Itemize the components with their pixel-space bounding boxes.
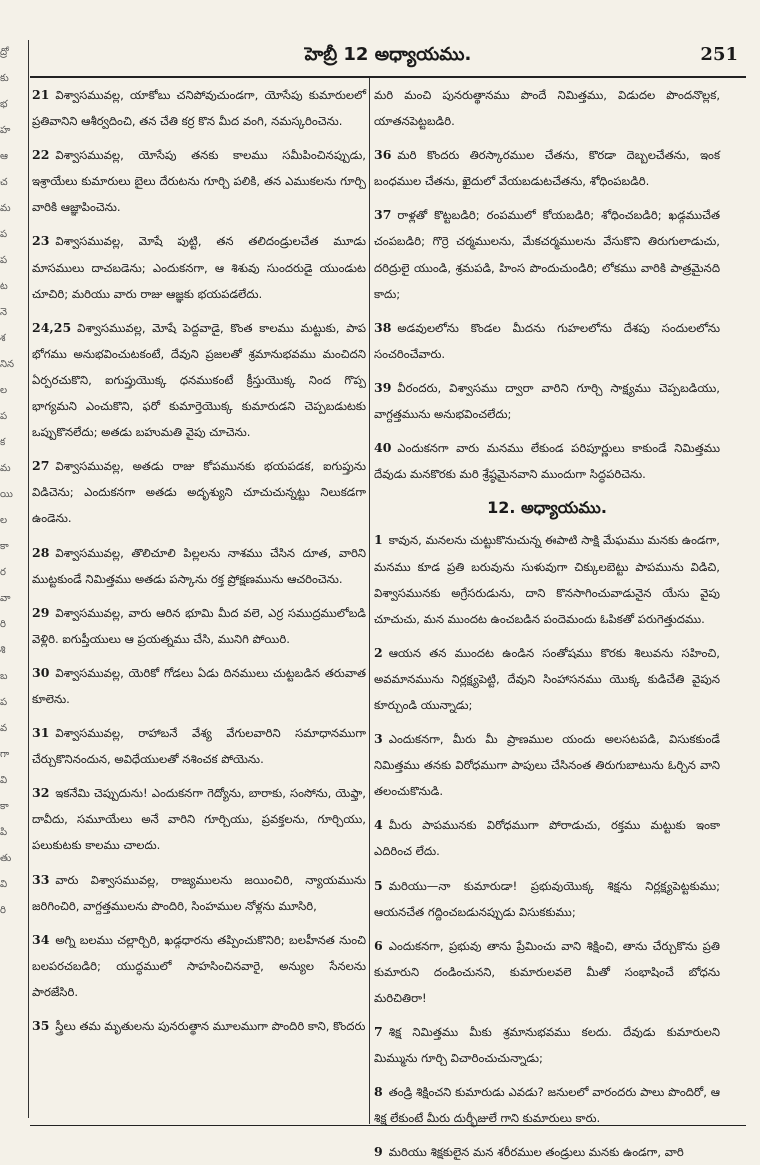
- verse: [32, 780, 366, 858]
- verse-text: స్త్రీలు తమ మృతులను పునరుత్థాన మూలముగా పొందిరి కాని, కొందరు: [55, 1019, 366, 1033]
- verse: [32, 453, 366, 531]
- bleed-fragment: కా: [0, 801, 9, 812]
- verse-text: వీరందరు, విశ్వాసము ద్వారా వారిని గూర్చి సాక్ష్యము చెప్పబడియు, వాగ్దత్తమును అనుభవించలేదు;: [374, 380, 720, 422]
- verse-text: విశ్వాసమువల్ల, వారు ఆరిన భూమి మీద వలె, ఎర్ర సముద్రములోబడి వెళ్లిరి. ఐగుప్తీయులు ఆ ప్రయత్నము చేసి, మునిగి పోయిరి.: [32, 605, 366, 646]
- verse-number: 22: [32, 147, 50, 163]
- bleed-fragment: ట: [0, 281, 8, 292]
- verse-text: మరియు—నా కుమారుడా! ప్రభువుయొక్క శిక్షను నిర్లక్ష్యపెట్టకుము; ఆయనచేత గద్దించబడునప్పుడు విసుకకుము;: [374, 878, 720, 919]
- bleed-fragment: ప: [0, 229, 8, 240]
- bleed-fragment: బ: [0, 671, 8, 682]
- verse-text: తండ్రి శిక్షించని కుమారుడు ఎవడు? జనులలో వారందరు పాలు పొందిరో, ఆ శిక్ష లేకుంటే మీరు దుర్భీజులే గాని కుమారులు కారు.: [374, 1085, 720, 1126]
- verse-text: ఎందుకనగా, మీరు మీ ప్రాణముల యందు అలసటపడి, విసుకకుండే నిమిత్తము తనకు విరోధముగా పాపులు చేసినంత తిరుగుబాటును ఓర్చిన వాని తలంచుకొనుడి.: [374, 732, 720, 799]
- verse-text: విశ్వాసమువల్ల, యోసేపు తనకు కాలము సమీపించినప్పుడు, ఇశ్రాయేలు కుమారులు బైలు దేరుటను గూర్చి పలికి, తన ఎముకలను గూర్చి వారికి ఆజ్ఞాపించెను.: [32, 148, 366, 215]
- bleed-fragment: గా: [0, 749, 10, 760]
- verse-number: 9: [374, 1144, 383, 1160]
- bleed-fragment: మ: [0, 463, 11, 474]
- verse-number: 7: [374, 1024, 383, 1039]
- bleed-fragment: శ: [0, 333, 6, 344]
- verse-text: మరి మంచి పునరుత్థానము పొందే నిమిత్తము, విడుదల పొందనొల్లక, యాతనపెట్టబడిరి.: [374, 88, 720, 129]
- verse: [32, 540, 366, 592]
- bleed-fragment: ద్రో: [0, 47, 9, 58]
- bleed-fragment: మ: [0, 203, 11, 214]
- page-number: 251: [700, 44, 738, 65]
- verse-text: వారు విశ్వాసమువల్ల, రాజ్యములను జయించిరి, న్యాయమును జరిగించిరి, వాగ్దత్తములను పొందిరి, సింహముల నోళ్లను మూసిరి,: [32, 872, 366, 913]
- verse: [374, 1019, 720, 1071]
- verse-number: 1: [374, 532, 383, 548]
- bleed-fragment: హ: [0, 125, 11, 136]
- verse-number: 27: [32, 458, 50, 474]
- verse: [374, 726, 720, 804]
- header-rule: [30, 76, 746, 78]
- verse: [32, 720, 366, 772]
- verse: [374, 812, 720, 864]
- verse-text: ఇకనేమి చెప్పుదును! ఎందుకనగా గెద్యోను, బారాకు, సంసోను, యెఫ్తా, దావీదు, సమూయేలు అనే వారిని గూర్చియు, ప్రవక్తలను, గూర్చియు, పలుకుటకు కాలము చాలదు.: [32, 786, 366, 853]
- bleed-fragment: రి: [0, 619, 6, 630]
- verse-text: విశ్వాసమువల్ల, తొలిచూలి పిల్లలను నాశము చేసిన దూత, వారిని ముట్టకుండే నిమిత్తము అతడు పస్కాను రక్త ప్రోక్షణమును ఆచరించెను.: [32, 545, 366, 586]
- verse-text: మరియు శిక్షకులైన మన శరీరముల తండ్రులు మనకు ఉండగా, వారి: [388, 1145, 684, 1160]
- verse-number: 31: [32, 725, 50, 741]
- verse: [32, 315, 366, 445]
- verse: [32, 867, 366, 919]
- bleed-fragment: చ: [0, 177, 8, 188]
- verse-text: విశ్వాసమువల్ల, మోషే పుట్టి, తన తలిదండ్రులచేత మూడు మాసములు దాచబడెను; ఎందుకనగా, ఆ శిశువు సుందరుడై యుండుట చూచిరి; మరియు వారు రాజు ఆజ్ఞకు భయపడలేదు.: [32, 234, 366, 301]
- verse: [374, 640, 720, 718]
- verse-text: ఎందుకనగా, ప్రభువు తాను ప్రేమించు వాని శిక్షించి, తాను చేర్చుకొను ప్రతి కుమారుని దండించునని, కుమారులవలె మీతో సంభాషించే బోధను మరిచితిరా!: [374, 938, 720, 1005]
- verse: [32, 1013, 366, 1039]
- verse: [374, 375, 720, 427]
- footer-rule: [30, 1125, 746, 1126]
- verse: [32, 228, 366, 306]
- verse-text: మరి కొందరు తిరస్కారముల చేతను, కొరడా దెబ్బలచేతను, ఇంక బంధముల చేతను, ఖైదులో వేయబడుటచేతను, శోధింపబడిరి.: [374, 148, 720, 189]
- bleed-fragment: ఆ: [0, 151, 8, 162]
- verse: [374, 435, 720, 487]
- verse: [374, 82, 720, 134]
- bleed-fragment: ప: [0, 697, 8, 708]
- bleed-fragment: ప: [0, 411, 8, 422]
- bleed-fragment: భ: [0, 99, 8, 110]
- verse-number: 35: [32, 1018, 50, 1033]
- verse-number: 30: [32, 664, 50, 680]
- verse-number: 40: [374, 440, 392, 456]
- verse: [32, 660, 366, 712]
- verse: [374, 873, 720, 925]
- verse-number: 33: [32, 871, 50, 887]
- verse-number: 21: [32, 87, 50, 102]
- verse-text: కావున, మనలను చుట్టుకొనుచున్న ఈపాటి సాక్షి మేఘము మనకు ఉండగా, మనము కూడ ప్రతి బరువును సుళువుగా చిక్కులబెట్టు పాపమును విడిచి, విశ్వాసమునకు అగ్రేసరుడును, దాని కొనసాగించువాడునైన యేసు వైపు చూచుచు, మన ముందట ఉంచబడిన పందెమందు ఓపికతో పరుగెత్తుదము.: [374, 533, 720, 626]
- verse-number: 34: [32, 931, 50, 947]
- verse-number: 29: [32, 604, 50, 620]
- verse: [374, 1139, 720, 1165]
- bleed-fragment: నిన: [0, 359, 15, 370]
- bleed-fragment: వి: [0, 775, 8, 786]
- verse-number: 3: [374, 731, 383, 747]
- bleed-fragment: క: [0, 437, 6, 448]
- verse: [32, 142, 366, 220]
- bleed-fragment: వ: [0, 723, 8, 734]
- verse: [374, 1079, 720, 1131]
- verse-text: ఆయన తన ముందట ఉండిన సంతోషము కొరకు శిలువను సహించి, అవమానమును నిర్లక్ష్యపెట్టి, దేవుని సింహాసనము యొక్క కుడిచేతి వైపున కూర్చుండి యున్నాడు;: [374, 645, 720, 712]
- verse: [374, 202, 720, 306]
- bleed-fragment: పి: [0, 827, 8, 838]
- page-header: [30, 38, 746, 72]
- verse: [374, 527, 720, 631]
- verse-text: విశ్వాసమువల్ల, మోషే పెద్దవాడై, కొంత కాలము మట్టుకు, పాప భోగము అనుభవించుటకంటే, దేవుని ప్రజలతో శ్రమానుభవము మంచిదని ఏర్పరచుకొని, ఐగుప్తుయొక్క ధనముకంటే క్రీస్తుయొక్క నింద గొప్ప భాగ్యమని ఎంచుకొని, ఫరో కుమార్తెయొక్క కుమారుడని చెప్పబడుటకు ఒప్పుకొనలేదు; అతడు బహుమతి వైపు చూచెను.: [32, 320, 366, 440]
- verse-number: 39: [374, 379, 392, 395]
- verse-number: 2: [374, 644, 383, 660]
- verse-number: 6: [374, 937, 383, 953]
- verse-text: విశ్వాసమువల్ల, యాకోబు చనిపోవుచుండగా, యోసేపు కుమారులలో ప్రతివానిని ఆశీర్వదించి, తన చేతి కర్ర కొన మీద వంగి, నమస్కరించెను.: [32, 88, 366, 129]
- bleed-fragment: తు: [0, 853, 12, 864]
- verse-number: 38: [374, 319, 392, 335]
- bleed-fragment: రి: [0, 905, 6, 916]
- left-column: [32, 82, 366, 1122]
- bleed-fragment: శి: [0, 645, 6, 656]
- verse-text: రాళ్లతో కొట్టబడిరి; రంపములో కోయబడిరి; శోధించబడిరి; ఖడ్గముచేత చంపబడిరి; గొర్రె చర్మములను, మేకచర్మములను వేసుకొని తిరుగులాడుచు, దరిద్రులై యుండి, శ్రమపడి, హింస పొందుచుండిరి; లోకము వారికి పాత్రమైనది కాదు;: [374, 208, 720, 301]
- verse-number: 28: [32, 544, 50, 560]
- verse-number: 23: [32, 233, 50, 249]
- column-divider: [369, 78, 370, 1124]
- verse-text: అగ్ని బలము చల్లార్చిరి, ఖడ్గధారను తప్పించుకొనిరి; బలహీనత నుంచి బలపరచబడిరి; యుద్ధములో సాహసించినవారై, అన్యుల సేనలను పారజేసిరి.: [32, 932, 366, 999]
- bleed-fragment: ర: [0, 567, 6, 578]
- verse-number: 4: [374, 817, 383, 833]
- verse-text: అడవులలోను కొండల మీదను గుహలలోను దేశపు సందులలోను సంచరించేవారు.: [374, 320, 720, 361]
- verse: [32, 82, 366, 134]
- bleed-fragment: వి: [0, 879, 8, 890]
- verse-number: 37: [374, 207, 392, 223]
- bleed-fragment: యి: [0, 489, 13, 500]
- verse-number: 24,25: [32, 319, 72, 335]
- verse: [374, 142, 720, 194]
- bleed-fragment: ప: [0, 255, 8, 266]
- verse-text: విశ్వాసమువల్ల, యెరికో గోడలు ఏడు దినములు చుట్టబడిన తరువాత కూలెను.: [32, 665, 366, 706]
- gutter-line: [28, 40, 29, 1118]
- verse-text: ఎందుకనగా వారు మనము లేకుండ పరిపూర్ణులు కాకుండే నిమిత్తము దేవుడు మనకొరకు మరి శ్రేష్ఠమైనవాని ముందుగా సిద్ధపరిచెను.: [374, 441, 720, 482]
- verse-text: శిక్ష నిమిత్తము మీకు శ్రమానుభవము కలదు. దేవుడు కుమారులని మిమ్మును గూర్చి విచారించుచున్నాడు;: [374, 1025, 720, 1066]
- right-column: [374, 82, 720, 1160]
- verse: [32, 600, 366, 652]
- verse: [374, 315, 720, 367]
- bleed-fragment: కు: [0, 73, 9, 84]
- verse: [374, 933, 720, 1011]
- bleed-fragment: ల: [0, 385, 8, 396]
- running-title: హెబ్రీ 12 అధ్యాయము.: [304, 44, 472, 65]
- verse-number: 5: [374, 877, 383, 893]
- bleed-fragment: కా: [0, 541, 9, 552]
- verse-text: విశ్వాసమువల్ల, రాహాబనే వేశ్య వేగులవారిని సమాధానముగా చేర్చుకొనినందున, అవిధేయులతో నశించక పోయెను.: [32, 726, 366, 767]
- verse-text: విశ్వాసమువల్ల, అతడు రాజు కోపమునకు భయపడక, ఐగుప్తును విడిచెను; ఎందుకనగా అతడు అదృశ్యుని చూచుచున్నట్టు నిలుకడగా ఉండెను.: [32, 459, 366, 526]
- verse-number: 36: [374, 147, 392, 163]
- bleed-fragment: ల: [0, 515, 8, 526]
- bleed-fragment: వా: [0, 593, 11, 604]
- verse-number: 32: [32, 785, 50, 801]
- verse-text: మీరు పాపమునకు విరోధముగా పోరాడుచు, రక్తము మట్టుకు ఇంకా ఎదిరించ లేదు.: [374, 818, 720, 859]
- bleed-fragment: నె: [0, 307, 8, 318]
- verse-number: 8: [374, 1084, 383, 1100]
- verse: [32, 927, 366, 1005]
- left-page-bleed: [0, 40, 26, 1108]
- chapter-heading: 12. అధ్యాయము.: [487, 498, 607, 518]
